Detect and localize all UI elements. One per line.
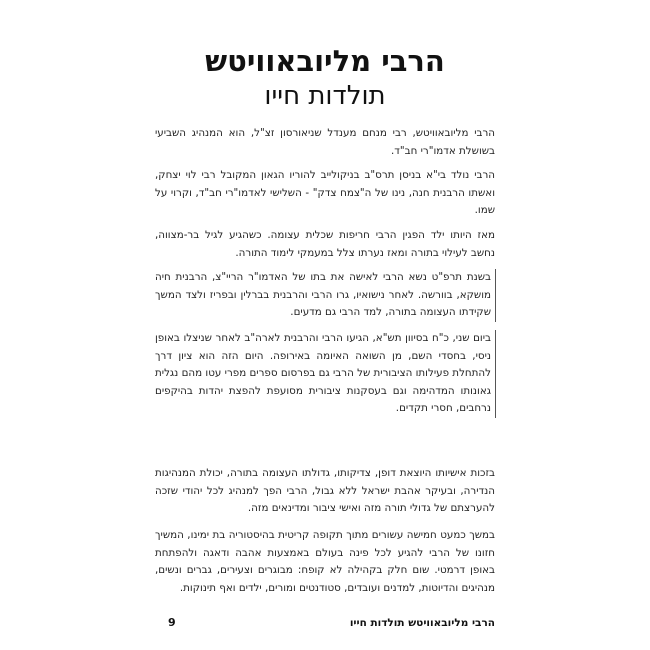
paragraph-7: במשך כמעט חמישה עשורים מתוך תקופה קריטית בהיסטוריה בת ימינו, המשיך חזונו של הרבי להגיע לכל פינה בעולם באמצעות אהבה ודאגה ולהפתחת באופן דרמטי. שום חלק בקהילה לא קופח: מבוגרים וצעירים, גברים ונשים, מנהיגים והדיוטות, למדנים ועובדים, סטודנטים ומורים, ילדים ואף תינוקות. <box>155 529 495 594</box>
paragraph-2: הרבי נולד בי"א בניסן תרס"ב בניקולייב להוריו הגאון המקובל רבי לוי יצחק, ואשתו הרבנית חנה, נינו של ה"צמח צדק" - השלישי לאדמו"רי חב"ד, וקרוי על שמו. <box>155 169 495 216</box>
paragraph-4: בשנת תרפ"ט נשא הרבי לאישה את בתו של האדמו"ר הריי"צ, הרבנית חיה מושקא, בוורשה. לאחר נישואיו, גרו הרבי והרבנית בברלין ובפריז ולצד המשך שקידתו העצומה בתורה, למד הרבי גם מדעים. <box>155 269 496 322</box>
page-subtitle: תולדות חייו <box>264 81 386 111</box>
paragraph-5: ביום שני, כ"ח בסיוון תש"א, הגיעו הרבי והרבנית לארה"ב לאחר שניצלו באופן ניסי, בחסדי השם, מן השואה האיומה באירופה. היום הזה הוא ציון דרך להתחלת פעילותו הציבורית של הרבי גם בפרסום ספרים מפרי עטו מהם נגלית גאונותו המדהימה וגם בעסקנות ציבורית מסועפת להפצת יהדות בהיקפים נרחבים, חסרי תקדים. <box>155 330 496 418</box>
running-footer-title: הרבי מליובאוויטש תולדות חייו <box>349 617 495 629</box>
page-title: הרבי מליובאוויטש <box>205 44 445 78</box>
paragraph-3: מאז היותו ילד הפגין הרבי חריפות שכלית עצומה. כשהגיע לגיל בר-מצווה, נחשב לעילוי בתורה ומאז נערתו צלל במעמקי לימוד התורה. <box>155 229 495 259</box>
page-number: 9 <box>168 616 176 629</box>
paragraph-1: הרבי מליובאוויטש, רבי מנחם מענדל שניאורסון זצ"ל, הוא המנהיג השביעי בשושלת אדמו"רי חב"ד. <box>155 127 495 157</box>
paragraph-6: בזכות אישיותו היוצאת דופן, צדיקותו, גדולתו העצומה בתורה, יכולת המנהיגות הנדירה, ובעיקר אהבת ישראל ללא גבול, הרבי הפך למנהיג לכל יהודי שזכה להערצתם של גדולי תורה מזה ואישי ציבור ומדינאים מזה. <box>155 467 495 514</box>
